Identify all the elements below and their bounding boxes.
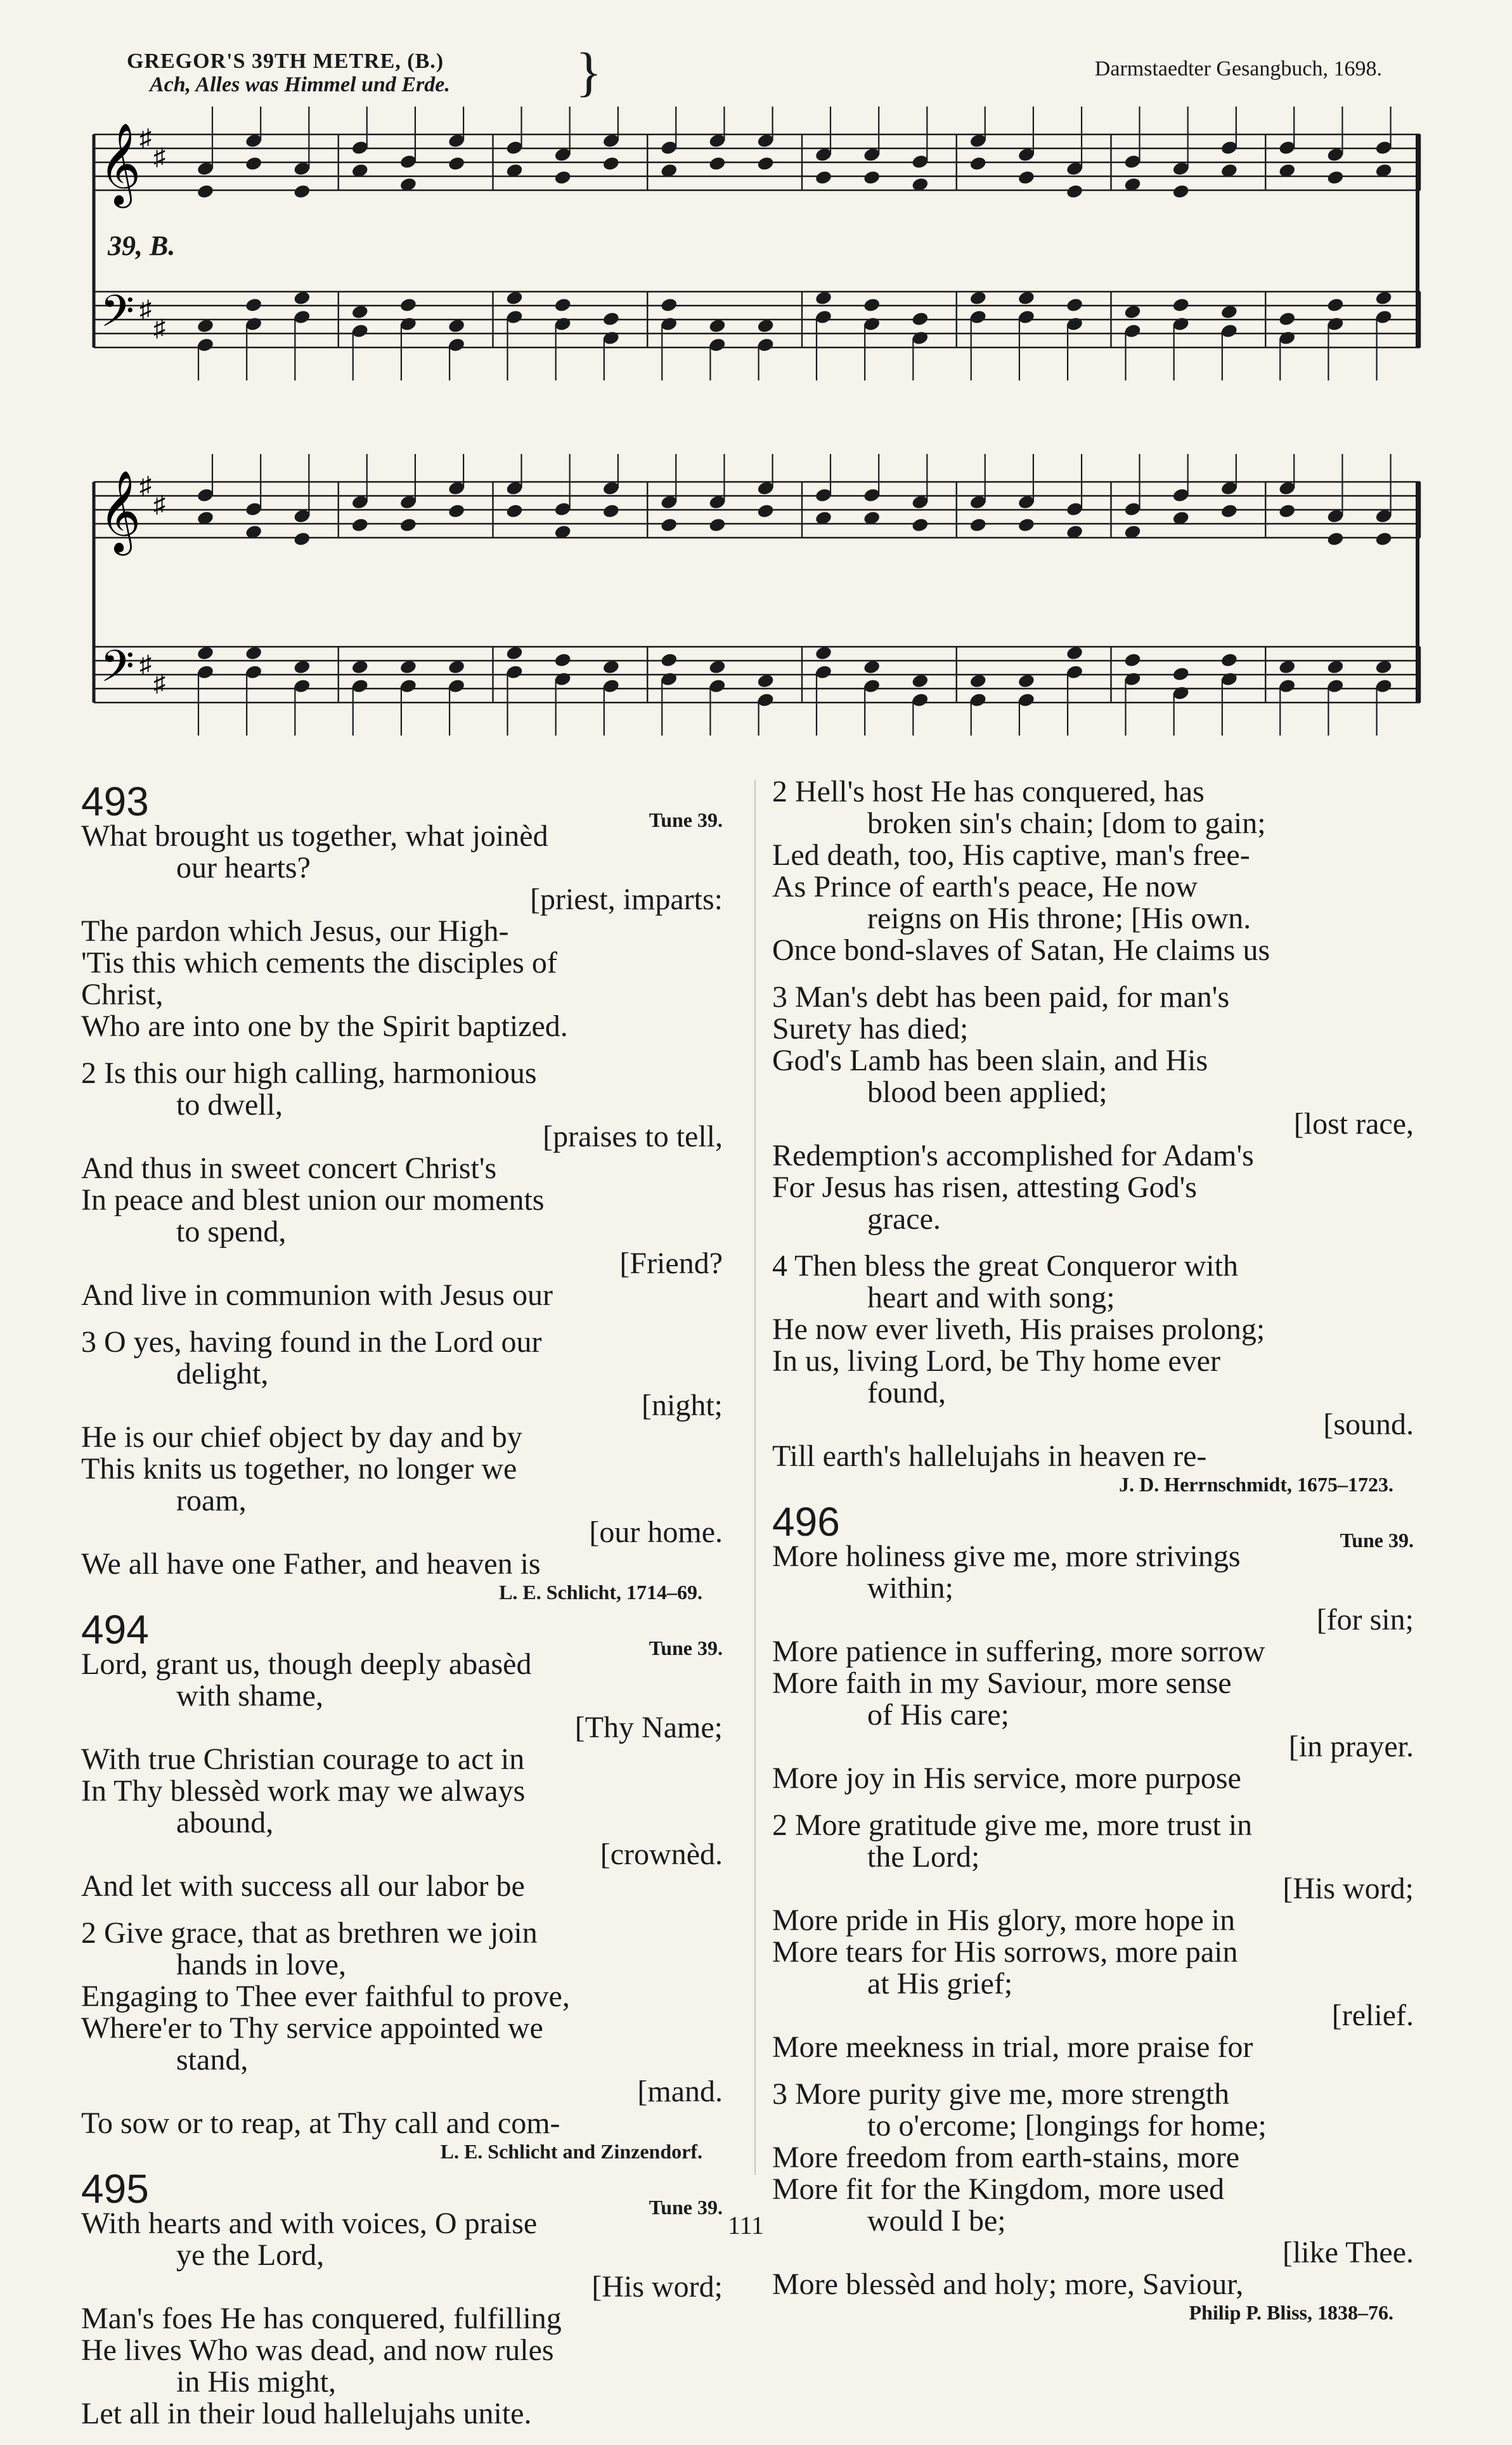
note-head xyxy=(1278,311,1296,327)
hymn-header xyxy=(772,1499,1419,1552)
stanza xyxy=(772,2079,1419,2300)
verse-line: 2 Is this our high calling, harmonious xyxy=(81,1056,537,1090)
note-head xyxy=(1220,503,1238,519)
hymn-number: 494 xyxy=(81,1607,149,1652)
verse-line: Who are into one by the Spirit baptized. xyxy=(81,1009,568,1043)
verse-line: For Jesus has risen, attesting God's xyxy=(772,1171,1197,1204)
bass-clef-icon: 𝄢 xyxy=(100,640,135,703)
note-head xyxy=(863,659,881,675)
verse-line: Once bond-slaves of Satan, He claims us xyxy=(772,933,1270,967)
verse-line: Engaging to Thee ever faithful to prove, xyxy=(81,1980,570,2013)
verse-line: 'Tis this which cements the disciples of xyxy=(81,946,557,980)
note-head xyxy=(815,645,833,661)
note-head xyxy=(1018,517,1036,533)
verse-line: ye the Lord, xyxy=(176,2238,325,2272)
note-head xyxy=(969,673,987,689)
verse-line: 2 Give grace, that as brethren we join xyxy=(81,1916,538,1950)
verse-line: More joy in His service, more purpose xyxy=(772,1761,1241,1795)
note-head xyxy=(815,169,833,185)
note-head xyxy=(197,318,215,334)
verse-line: Lord, grant us, though deeply abasèd xyxy=(81,1647,532,1681)
tune-reference: Tune 39. xyxy=(649,1637,723,1659)
bass-clef-icon: 𝄢 xyxy=(100,285,135,347)
treble-clef-icon: 𝄞 xyxy=(99,122,141,205)
hymn-author: J. D. Herrnschmidt, 1675–1723. xyxy=(1119,1473,1393,1496)
verse-line: to o'ercome; [longings for home; xyxy=(867,2109,1267,2143)
verse-line: Christ, xyxy=(81,978,164,1011)
verse-line: [sound. xyxy=(1323,1408,1414,1441)
note-head xyxy=(708,517,727,533)
verse-line: More freedom from earth-stains, more xyxy=(772,2141,1240,2174)
stanza xyxy=(81,1917,728,2139)
stanza xyxy=(81,820,728,1042)
note-head xyxy=(553,297,572,313)
verse-line: of His care; xyxy=(867,1698,1009,1732)
note-head xyxy=(245,297,263,313)
note-head xyxy=(448,503,466,519)
note-head xyxy=(1278,503,1296,519)
verse-line: More fit for the Kingdom, more used xyxy=(772,2172,1225,2206)
tune-reference: Tune 39. xyxy=(649,2196,723,2219)
tune-brace: } xyxy=(576,41,602,102)
hymn-number: 495 xyxy=(81,2166,149,2212)
verse-line: With true Christian courage to act in xyxy=(81,1742,525,1776)
verse-line: In us, living Lord, be Thy home ever xyxy=(772,1344,1220,1378)
verse-line: would I be; xyxy=(867,2204,1006,2238)
verse-line: And let with success all our labor be xyxy=(81,1869,525,1903)
sharp-icon: ♯ xyxy=(153,144,165,171)
note-head xyxy=(660,297,678,313)
verse-line: More blessèd and holy; more, Saviour, xyxy=(772,2267,1244,2301)
sharp-icon: ♯ xyxy=(139,296,152,323)
verse-line: 3 O yes, having found in the Lord our xyxy=(81,1325,542,1359)
verse-line: [His word; xyxy=(1283,1872,1414,1905)
verse-line: More faith in my Saviour, more sense xyxy=(772,1666,1232,1700)
verse-line: More pride in His glory, more hope in xyxy=(772,1903,1236,1937)
note-head xyxy=(815,290,833,306)
music-score-1 xyxy=(89,101,1426,399)
note-head xyxy=(602,659,620,675)
note-head xyxy=(293,531,311,547)
note-head xyxy=(602,155,620,171)
verse-line: heart and with song; xyxy=(867,1281,1115,1314)
note-head xyxy=(756,318,775,334)
verse-line: abound, xyxy=(176,1806,274,1839)
verse-line: stand, xyxy=(176,2043,249,2077)
column-divider xyxy=(754,780,756,2175)
verse-line: roam, xyxy=(176,1484,247,1517)
note-head xyxy=(351,659,369,675)
note-head xyxy=(293,659,311,675)
verse-line: [crownèd. xyxy=(600,1838,723,1871)
note-head xyxy=(1220,652,1238,668)
verse-line: 3 More purity give me, more strength xyxy=(772,2077,1230,2111)
verse-line: broken sin's chain; [dom to gain; xyxy=(867,807,1266,840)
verse-line: He is our chief object by day and by xyxy=(81,1420,522,1454)
note-head xyxy=(197,645,215,661)
verse-line: Let all in their loud hallelujahs unite. xyxy=(81,2397,532,2430)
verse-line: [Friend? xyxy=(619,1247,723,1280)
note-head xyxy=(245,645,263,661)
verse-line: And thus in sweet concert Christ's xyxy=(81,1151,497,1185)
tune-source: Darmstaedter Gesangbuch, 1698. xyxy=(1094,57,1382,81)
verse-line: [mand. xyxy=(637,2075,723,2108)
hymn-header xyxy=(81,1607,728,1659)
verse-line: More meekness in trial, more praise for xyxy=(772,2030,1253,2064)
sharp-icon: ♯ xyxy=(153,670,165,697)
verse-line: 4 Then bless the great Conqueror with xyxy=(772,1249,1238,1283)
stanza xyxy=(81,1058,728,1311)
hymn-number: 493 xyxy=(81,779,149,824)
note-head xyxy=(756,155,775,171)
tune-alt-title: Ach, Alles was Himmel und Erde. xyxy=(150,73,450,96)
note-head xyxy=(708,155,727,171)
tune-title: GREGOR'S 39TH METRE, (B.) xyxy=(127,49,444,73)
verse-line: We all have one Father, and heaven is xyxy=(81,1547,541,1581)
stanza xyxy=(772,1810,1419,2063)
note-head xyxy=(448,155,466,171)
note-head xyxy=(351,304,369,320)
note-head xyxy=(1018,673,1036,689)
note-head xyxy=(399,517,418,533)
left-column xyxy=(81,776,728,2445)
verse-line: In peace and blest union our moments xyxy=(81,1183,545,1217)
note-head xyxy=(1278,659,1296,675)
stanza xyxy=(81,2208,728,2430)
verse-line: 3 Man's debt has been paid, for man's xyxy=(772,980,1230,1014)
verse-line: at His grief; xyxy=(867,1967,1013,2001)
verse-line: He lives Who was dead, and now rules xyxy=(81,2333,554,2367)
note-head xyxy=(969,517,987,533)
note-head xyxy=(602,503,620,519)
right-column xyxy=(772,776,1419,2330)
note-head xyxy=(1018,290,1036,306)
verse-line: within; xyxy=(867,1571,954,1605)
note-head xyxy=(1326,297,1345,313)
verse-line: With hearts and with voices, O praise xyxy=(81,2207,538,2240)
verse-line: [praises to tell, xyxy=(543,1120,723,1153)
verse-line: found, xyxy=(867,1376,946,1410)
note-head xyxy=(245,155,263,171)
note-head xyxy=(1172,183,1190,199)
hymn-author: Philip P. Bliss, 1838–76. xyxy=(1189,2301,1393,2324)
note-head xyxy=(505,645,524,661)
note-head xyxy=(863,297,881,313)
verse-line: hands in love, xyxy=(176,1948,346,1981)
hymn-number: 496 xyxy=(772,1499,840,1545)
verse-line: 2 More gratitude give me, more trust in xyxy=(772,1808,1253,1842)
verse-line: [like Thee. xyxy=(1282,2236,1414,2269)
music-system-1 xyxy=(89,101,1426,399)
note-head xyxy=(602,311,620,327)
stanza xyxy=(772,982,1419,1235)
note-head xyxy=(197,183,215,199)
verse-line: [relief. xyxy=(1331,1999,1414,2032)
note-head xyxy=(911,311,929,327)
verse-line: blood been applied; xyxy=(867,1075,1108,1109)
note-head xyxy=(1374,290,1393,306)
verse-line: 2 Hell's host He has conquered, has xyxy=(772,775,1205,808)
verse-line: [lost race, xyxy=(1293,1107,1414,1141)
verse-line: As Prince of earth's peace, He now xyxy=(772,870,1198,904)
verse-line: What brought us together, what joinèd xyxy=(81,819,548,853)
note-head xyxy=(351,517,369,533)
sharp-icon: ♯ xyxy=(153,315,165,342)
stanza xyxy=(772,1541,1419,1794)
verse-line: God's Lamb has been slain, and His xyxy=(772,1044,1208,1077)
note-head xyxy=(505,290,524,306)
verse-line: [Thy Name; xyxy=(574,1711,723,1744)
verse-line: Till earth's hallelujahs in heaven re- xyxy=(772,1439,1207,1473)
verse-line: with shame, xyxy=(176,1679,323,1713)
tune-number: 39, B. xyxy=(108,230,176,261)
note-head xyxy=(1172,666,1190,682)
sharp-icon: ♯ xyxy=(139,651,152,678)
note-head xyxy=(708,318,727,334)
verse-line: grace. xyxy=(867,1202,941,1236)
verse-line: [our home. xyxy=(589,1515,723,1549)
note-head xyxy=(1326,659,1345,675)
stanza xyxy=(772,1250,1419,1472)
note-head xyxy=(1066,183,1084,199)
note-head xyxy=(448,659,466,675)
note-head xyxy=(863,169,881,185)
hymn-header xyxy=(81,2166,728,2219)
sharp-icon: ♯ xyxy=(153,491,165,518)
verse-line: the Lord; xyxy=(867,1840,980,1874)
stanza xyxy=(81,1649,728,1902)
note-head xyxy=(1123,652,1142,668)
verse-line: to dwell, xyxy=(176,1088,283,1122)
note-head xyxy=(505,503,524,519)
note-head xyxy=(1326,169,1345,185)
note-head xyxy=(660,517,678,533)
music-system-2 xyxy=(89,438,1426,755)
verse-line: The pardon which Jesus, our High- xyxy=(81,914,509,948)
note-head xyxy=(448,318,466,334)
verse-line: our hearts? xyxy=(176,851,311,885)
verse-line: Led death, too, His captive, man's free- xyxy=(772,838,1250,872)
verse-line: [His word; xyxy=(591,2270,723,2304)
hymn-author: L. E. Schlicht, 1714–69. xyxy=(499,1581,702,1604)
note-head xyxy=(1123,304,1142,320)
note-head xyxy=(756,503,775,519)
verse-line: delight, xyxy=(176,1357,269,1391)
note-head xyxy=(1172,297,1190,313)
tune-reference: Tune 39. xyxy=(649,808,723,831)
note-head xyxy=(399,659,418,675)
verse-line: [for sin; xyxy=(1316,1603,1414,1637)
tune-reference: Tune 39. xyxy=(1340,1529,1414,1552)
note-head xyxy=(1220,304,1238,320)
note-head xyxy=(708,659,727,675)
note-head xyxy=(553,652,572,668)
sharp-icon: ♯ xyxy=(139,125,152,152)
verse-line: He now ever liveth, His praises prolong; xyxy=(772,1313,1265,1346)
note-head xyxy=(911,673,929,689)
note-head xyxy=(553,169,572,185)
verse-line: Surety has died; xyxy=(772,1012,969,1046)
note-head xyxy=(293,183,311,199)
note-head xyxy=(1066,645,1084,661)
note-head xyxy=(1374,531,1393,547)
verse-line: [night; xyxy=(642,1389,723,1422)
note-head xyxy=(969,155,987,171)
verse-line: To sow or to reap, at Thy call and com- xyxy=(81,2106,560,2140)
verse-line: More patience in suffering, more sorrow xyxy=(772,1635,1265,1668)
page-number: 111 xyxy=(728,2211,765,2240)
verse-line: [in prayer. xyxy=(1288,1730,1414,1763)
verse-line: in His might, xyxy=(176,2365,337,2399)
treble-clef-icon: 𝄞 xyxy=(99,470,141,552)
verse-line: Man's foes He has conquered, fulfilling xyxy=(81,2302,562,2335)
note-head xyxy=(399,297,418,313)
music-score-2 xyxy=(89,438,1426,755)
note-head xyxy=(1326,531,1345,547)
note-head xyxy=(969,290,987,306)
note-head xyxy=(1374,659,1393,675)
stanza xyxy=(772,776,1419,966)
note-head xyxy=(911,517,929,533)
hymn-header xyxy=(81,779,728,831)
note-head xyxy=(293,290,311,306)
verse-line: Redemption's accomplished for Adam's xyxy=(772,1139,1254,1172)
note-head xyxy=(1066,297,1084,313)
hymn-author: L. E. Schlicht and Zinzendorf. xyxy=(440,2140,702,2163)
verse-line: [priest, imparts: xyxy=(530,883,723,916)
verse-line: This knits us together, no longer we xyxy=(81,1452,517,1486)
verse-line: More tears for His sorrows, more pain xyxy=(772,1935,1238,1969)
verse-line: In Thy blessèd work may we always xyxy=(81,1774,526,1808)
sharp-icon: ♯ xyxy=(139,472,152,499)
note-head xyxy=(1018,169,1036,185)
verse-line: More holiness give me, more strivings xyxy=(772,1540,1241,1573)
verse-line: And live in communion with Jesus our xyxy=(81,1278,553,1312)
note-head xyxy=(756,673,775,689)
note-head xyxy=(660,652,678,668)
verse-line: Where'er to Thy service appointed we xyxy=(81,2011,543,2045)
stanza xyxy=(81,1326,728,1580)
verse-line: to spend, xyxy=(176,1215,287,1248)
verse-line: reigns on His throne; [His own. xyxy=(867,902,1251,935)
